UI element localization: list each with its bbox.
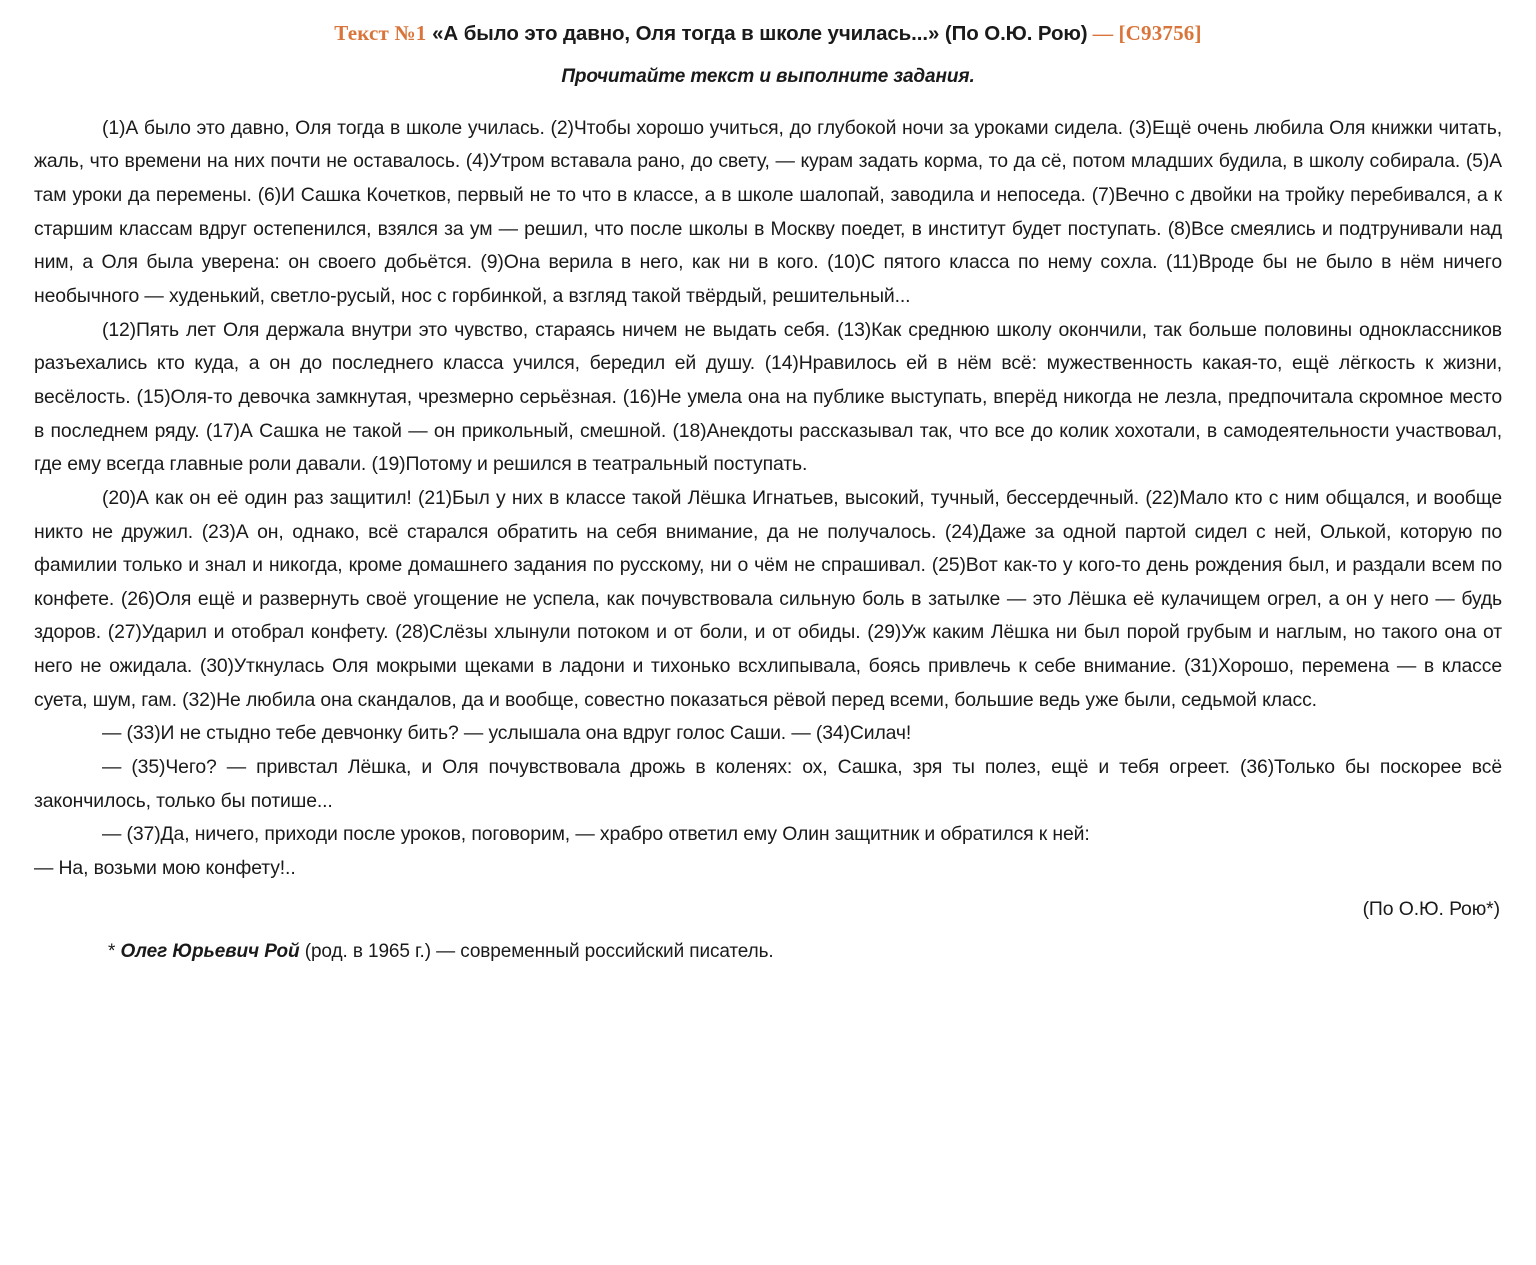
dialogue-line-final: — На, возьми мою конфету!.. <box>34 857 296 880</box>
author-footnote <box>34 941 1502 963</box>
task-code-badge: [C93756] <box>1118 21 1202 45</box>
page-title-main: «А было это давно, Оля тогда в школе училась...» (По О.Ю. Рою) <box>432 22 1088 45</box>
footnote-author-name: Олег Юрьевич Рой <box>120 940 300 962</box>
dialogue-line-33: — (33)И не стыдно тебе девчонку бить? — услышала она вдруг голос Саши. — (34)Силач! <box>102 722 912 745</box>
instruction-subtitle: Прочитайте текст и выполните задания. <box>561 65 975 87</box>
passage-paragraph-1: (1)А было это давно, Оля тогда в школе училась. (2)Чтобы хорошо учиться, до глубокой ночи за уроками сидела. (3)Ещё очень любила Оля книжки читать, жаль, что времени на них почти не оставалось. (4)Утром вставала рано, до свету, — курам задать корма, то да сё, потом младших будила, в школу собирала. (5)А там уроки да перемены. (6)И Сашка Кочетков, первый не то что в классе, а в школе шалопай, заводила и непоседа. (7)Вечно с двойки на тройку перебивался, а к старшим классам вдруг остепенился, взялся за ум — решил, что после школы в Москву поедет, в институт будет поступать. (8)Все смеялись и подтрунивали над ним, а Оля была уверена: он своего добьётся. (9)Она верила в него, как ни в кого. (10)С пятого класса по нему сохла. (11)Вроде бы не было в нём ничего необычного — худенький, светло-русый, нос с горбинкой, а взгляд такой твёрдый, решительный... <box>34 116 1502 307</box>
passage-paragraph-3: (20)А как он её один раз защитил! (21)Был у них в классе такой Лёшка Игнатьев, высокий, тучный, бессердечный. (22)Мало кто с ним общался, и вообще никто не дружил. (23)А он, однако, всё старался обратить на себя внимание, да не получалось. (24)Даже за одной партой сидел с ней, Олькой, которую по фамилии только и знал и никогда, кроме домашнего задания по русскому, ни о чём не спрашивал. (25)Вот как-то у кого-то день рождения был, и раздали всем по конфете. (26)Оля ещё и развернуть своё угощение не успела, как почувствовала сильную боль в затылке — это Лёшка её кулачищем огрел, а он у него — будь здоров. (27)Ударил и отобрал конфету. (28)Слёзы хлынули потоком и от боли, и от обиды. (29)Уж каким Лёшка ни был порой грубым и наглым, но такого она от него не ожидала. (30)Уткнулась Оля мокрыми щеками в ладони и тихонько всхлипывала, боясь привлечь к себе внимание. (31)Хорошо, перемена — в классе суета, шум, гам. (32)Не любила она скандалов, да и вообще, совестно показаться рёвой перед всеми, большие ведь уже были, седьмой класс. <box>34 486 1502 711</box>
dialogue-line-35: — (35)Чего? — привстал Лёшка, и Оля почувствовала дрожь в коленях: ох, Сашка, зря ты полез, ещё и тебя огреет. (36)Только бы поскорее всё закончилось, только бы потише... <box>34 756 1502 812</box>
footnote-marker: * <box>108 940 116 962</box>
title-dash-glyph: — <box>1092 23 1113 45</box>
footnote-rest: (род. в 1965 г.) — современный российский писатель. <box>304 940 774 962</box>
source-attribution: (По О.Ю. Рою*) <box>1362 897 1500 920</box>
page-title <box>34 20 1502 48</box>
passage-body <box>34 112 1502 886</box>
dialogue-line-37: — (37)Да, ничего, приходи после уроков, поговорим, — храбро ответил ему Олин защитник и обратился к ней: <box>102 823 1090 846</box>
passage-paragraph-2: (12)Пять лет Оля держала внутри это чувство, стараясь ничем не выдать себя. (13)Как среднюю школу окончили, так больше половины одноклассников разъехались кто куда, а он до последнего класса учился, бередил ей душу. (14)Нравилось ей в нём всё: мужественность какая-то, ещё лёгкость к жизни, весёлость. (15)Оля-то девочка замкнутая, чрезмерно серьёзная. (16)Не умела она на публике выступать, вперёд никогда не лезла, предпочитала скромное место в последнем ряду. (17)А Сашка не такой — он прикольный, смешной. (18)Анекдоты рассказывал так, что все до колик хохотали, в самодеятельности участвовал, где ему всегда главные роли давали. (19)Потому и решился в театральный поступать. <box>34 318 1502 476</box>
text-number-label: Текст №1 <box>334 21 427 45</box>
